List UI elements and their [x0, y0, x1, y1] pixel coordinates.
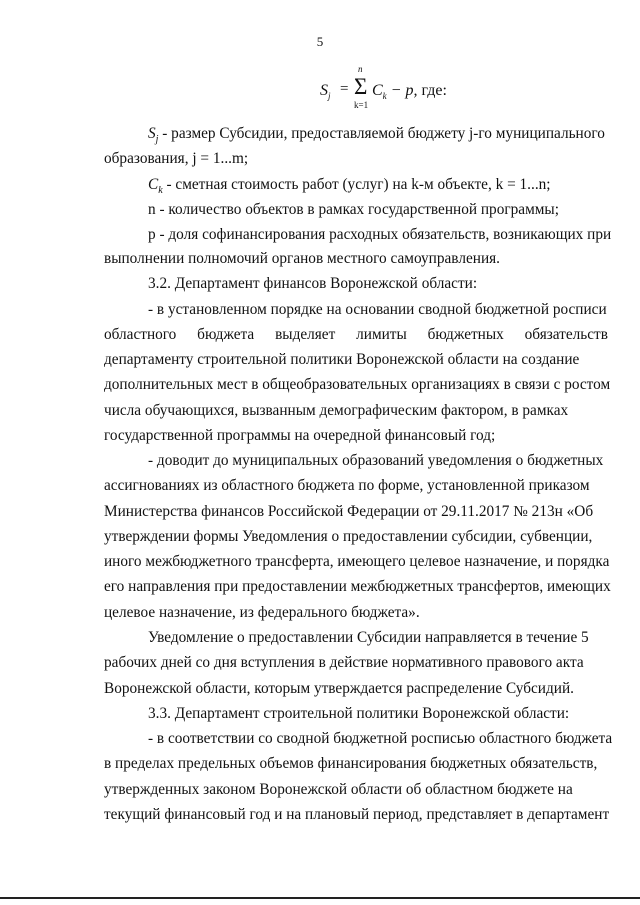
s32-b1-line6: государственной программы на очередной финансовый год;	[104, 427, 496, 444]
formula-rhs: $C_k - p$, где:	[372, 82, 447, 102]
page-number: 5	[316, 34, 324, 49]
formula-lhs: $S_j$	[320, 82, 331, 102]
def-n: n - количество объектов в рамках государственной программы;	[148, 201, 559, 218]
s32-b2-line1: - доводит до муниципальных образований уведомления о бюджетных	[148, 452, 604, 469]
s33-line4: текущий финансовый год и на плановый период, представляет в департамент	[104, 806, 610, 823]
s33-line3: утвержденных законом Воронежской области об областном бюджете на	[104, 781, 573, 798]
s32-b1-line2: областного бюджета выделяет лимиты бюджетных обязательств	[104, 326, 608, 343]
s32-b2-line4: утверждении формы Уведомления о предоставлении субсидии, субвенции,	[104, 528, 593, 545]
s32-notice-line2: рабочих дней со дня вступления в действие нормативного правового акта	[104, 654, 584, 671]
formula-sigma: Σ	[354, 74, 368, 99]
s32-b2-line6: его направления при предоставлении межбюджетных трансфертов, имеющих	[104, 578, 611, 595]
subsidy-formula	[318, 60, 518, 108]
s33-line2: в пределах предельных объемов финансирования бюджетных обязательств,	[104, 755, 598, 772]
page-bottom-edge	[0, 897, 640, 899]
formula-equals: =	[340, 81, 349, 97]
s32-b1-line4: дополнительных мест в общеобразовательных организациях в связи с ростом	[104, 376, 611, 393]
def-p-line2: выполнении полномочий органов местного самоуправления.	[104, 250, 500, 267]
def-sj-line1: $S_j$ - размер Субсидии, предоставляемой бюджету j-го муниципального	[148, 125, 605, 146]
s33-line1: - в соответствии со сводной бюджетной росписью областного бюджета	[148, 730, 613, 747]
s32-b1-line1: - в установленном порядке на основании сводной бюджетной росписи	[148, 301, 607, 318]
s32-notice-line3: Воронежской области, которым утверждается распределение Субсидий.	[104, 680, 574, 697]
s32-b2-line2: ассигнованиях из областного бюджета по форме, установленной приказом	[104, 477, 590, 494]
s32-b2-line3: Министерства финансов Российской Федерации от 29.11.2017 № 213н «Об	[104, 503, 594, 520]
section-3-2-heading: 3.2. Департамент финансов Воронежской области:	[148, 275, 478, 292]
def-p-line1: p - доля софинансирования расходных обязательств, возникающих при	[148, 226, 612, 243]
formula-upper-limit: n	[358, 64, 363, 74]
section-3-3-heading: 3.3. Департамент строительной политики Воронежской области:	[148, 705, 570, 722]
s32-b2-line7: целевое назначение, из федерального бюджета».	[104, 604, 420, 621]
s32-notice-line1: Уведомление о предоставлении Субсидии направляется в течение 5	[148, 629, 589, 646]
s32-b1-line5: числа обучающихся, вызванным демографическим фактором, в рамках	[104, 402, 569, 419]
s32-b2-line5: иного межбюджетного трансферта, имеющего целевое назначение, и порядка	[104, 553, 610, 570]
def-sj-line2: образования, j = 1...m;	[104, 150, 249, 167]
s32-b1-line3: департаменту строительной политики Воронежской области на создание	[104, 351, 580, 368]
def-ck: $C_k$ - сметная стоимость работ (услуг) на k-м объекте, k = 1...n;	[148, 176, 551, 197]
formula-lower-limit: k=1	[354, 100, 369, 110]
